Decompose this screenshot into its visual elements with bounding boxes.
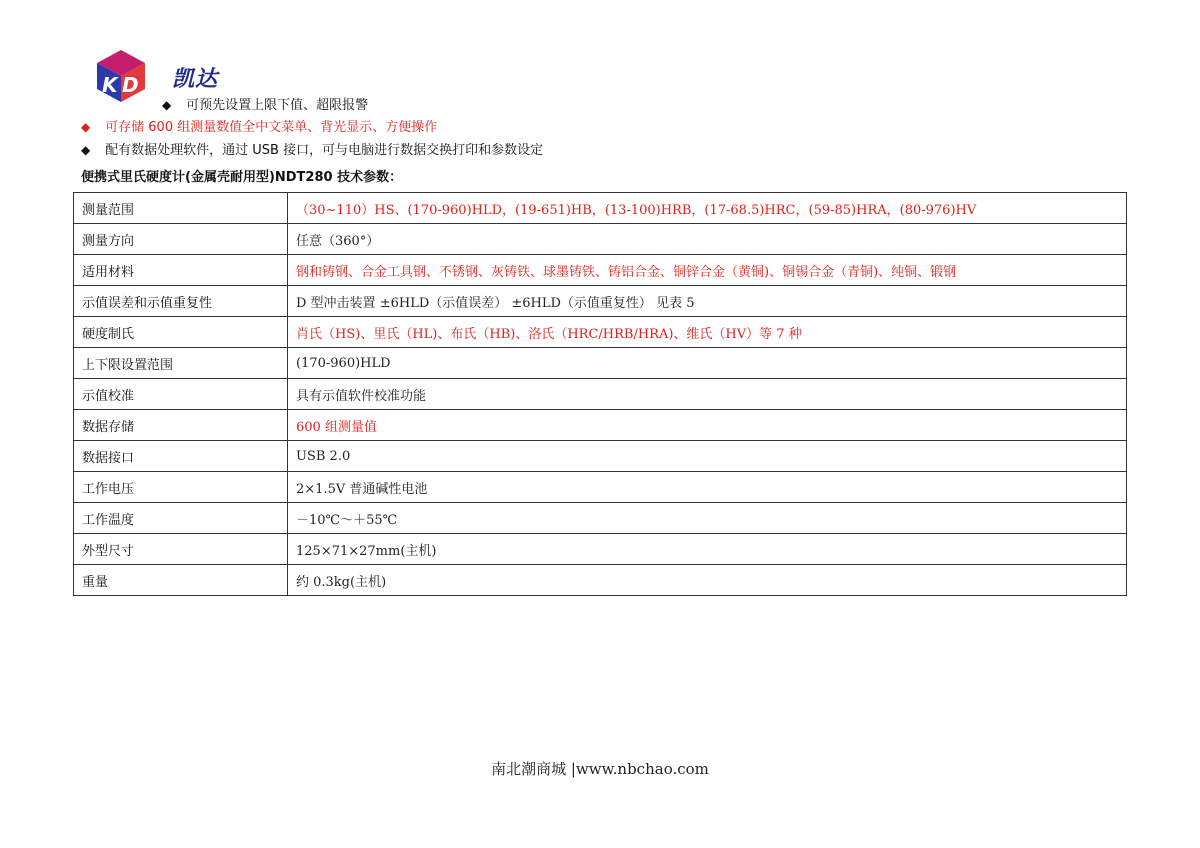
- spec-label: 示值校准: [74, 379, 288, 410]
- spec-label: 硬度制氏: [74, 317, 288, 348]
- spec-value: 2×1.5V 普通碱性电池: [288, 472, 1127, 503]
- spec-value: 具有示值软件校准功能: [288, 379, 1127, 410]
- feature-text: 可存储 600 组测量数值全中文菜单、背光显示、方便操作: [105, 120, 438, 135]
- spec-table-body: [74, 193, 1127, 596]
- spec-value: 600 组测量值: [288, 410, 1127, 441]
- spec-table: [73, 192, 1127, 596]
- spec-value: (170-960)HLD: [288, 348, 1127, 379]
- feature-text: 可预先设置上限下值、超限报警: [186, 98, 369, 113]
- diamond-bullet-icon: ◆: [81, 120, 91, 134]
- spec-value: 肖氏（HS)、里氏（HL)、布氏（HB)、洛氏（HRC/HRB/HRA)、维氏（HV）等 7 种: [288, 317, 1127, 348]
- spec-label: 测量范围: [74, 193, 288, 224]
- svg-text:K: K: [102, 73, 118, 97]
- spec-label: 上下限设置范围: [74, 348, 288, 379]
- spec-value: 125×71×27mm(主机): [288, 534, 1127, 565]
- table-row: [74, 379, 1127, 410]
- svg-text:D: D: [122, 73, 139, 97]
- kd-logo-icon: [95, 48, 147, 104]
- table-row: [74, 224, 1127, 255]
- table-row: [74, 534, 1127, 565]
- table-row: [74, 255, 1127, 286]
- diamond-bullet-icon: ◆: [162, 98, 172, 112]
- table-row: [74, 441, 1127, 472]
- spec-label: 数据接口: [74, 441, 288, 472]
- table-row: [74, 317, 1127, 348]
- table-row: [74, 193, 1127, 224]
- spec-label: 示值误差和示值重复性: [74, 286, 288, 317]
- spec-label: 外型尺寸: [74, 534, 288, 565]
- table-row: [74, 348, 1127, 379]
- spec-label: 工作电压: [74, 472, 288, 503]
- table-row: [74, 503, 1127, 534]
- feature-item: [81, 118, 437, 137]
- diamond-bullet-icon: ◆: [81, 143, 91, 157]
- spec-value: 钢和铸钢、合金工具钢、不锈钢、灰铸铁、球墨铸铁、铸铝合金、铜锌合金（黄铜)、铜锡合金（青铜)、纯铜、锻钢: [288, 255, 1127, 286]
- spec-value: －10℃～＋55℃: [288, 503, 1127, 534]
- spec-label: 重量: [74, 565, 288, 596]
- table-row: [74, 410, 1127, 441]
- section-title: 便携式里氏硬度计(金属壳耐用型)NDT280 技术参数：: [81, 170, 403, 185]
- feature-item: [81, 141, 543, 160]
- spec-value: D 型冲击装置 ±6HLD（示值误差） ±6HLD（示值重复性） 见表 5: [288, 286, 1127, 317]
- spec-label: 工作温度: [74, 503, 288, 534]
- brand-name: 凯达: [172, 67, 219, 92]
- spec-value: 约 0.3kg(主机): [288, 565, 1127, 596]
- table-row: [74, 286, 1127, 317]
- table-row: [74, 565, 1127, 596]
- spec-label: 适用材料: [74, 255, 288, 286]
- spec-value: 任意（360°）: [288, 224, 1127, 255]
- feature-item: [162, 96, 368, 115]
- feature-text: 配有数据处理软件，通过 USB 接口，可与电脑进行数据交换打印和参数设定: [105, 143, 544, 158]
- footer-text: 南北潮商城 |www.nbchao.com: [491, 760, 709, 778]
- spec-label: 数据存储: [74, 410, 288, 441]
- spec-value: USB 2.0: [288, 441, 1127, 472]
- table-row: [74, 472, 1127, 503]
- spec-value: （30~110）HS、(170-960)HLD，(19-651)HB，(13-100)HRB，(17-68.5)HRC，(59-85)HRA，(80-976)HV: [288, 193, 1127, 224]
- spec-label: 测量方向: [74, 224, 288, 255]
